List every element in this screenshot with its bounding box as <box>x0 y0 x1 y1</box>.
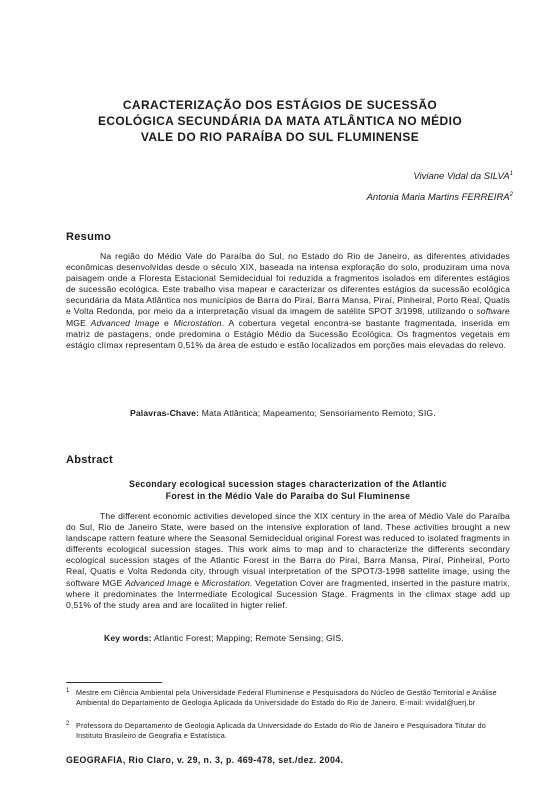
journal-citation: GEOGRAFIA, Rio Claro, v. 29, n. 3, p. 469-478, set./dez. 2004. <box>66 755 344 765</box>
abstract-subtitle: Secondary ecological sucession stages characterization of the Atlantic Forest in the Médio Vale do Paraíba do Sul Fluminense <box>129 479 447 501</box>
abstract-body: The different economic activities developed since the XIX century in the area of Médio Vale do Paraíba do Sul, Rio de Janeiro State, were based on the intensive exploration of land. These activities brought a new landscape rattern feature where the Seasonal Semidecidual original Forest was reduced to isolated fragments in differents ecological sucession stages. This work aims to map and to characterize the differents secondary ecological sucession stages of the Atlantic Forest in the Barra do Piraí, Barra Mansa, Piraí, Pinheiral, Porto Real, Quatis e Volta Redonda city, through visual interpretation of the SPOT/3-1998 sattelite image, using the software MGE Advanced Image e Microstation. Vegetation Cover are fragmented, inserted in the pasture matrix, where it predominates the Intermediate Ecological Sucession Stage. Fragments in the climax stage add up 0,51% of the study area and are localited in higter relief. <box>66 511 510 610</box>
abstract-heading: Abstract <box>66 454 114 466</box>
footnote-rule <box>66 682 162 683</box>
palavras-chave: Palavras-Chave: Mata Atlântica; Mapeamento; Sensoriamento Remoto; SIG. <box>130 408 436 418</box>
author-2: Antonia Maria Martins FERREIRA$^2$ <box>366 192 513 204</box>
footnote-1: 1 Mestre em Ciência Ambiental pela Universidade Federal Fluminense e Pesquisadora do Núcleo de Gestão Territorial e Análise Ambiental do Departamento de Geologia Aplicada da Universidade do Estado do Rio de Janeiro. E-mail: vividal@uerj.br <box>66 688 497 707</box>
title-line: VALE DO RIO PARAÍBA DO SUL FLUMINENSE <box>140 130 420 144</box>
key-words: Key words: Atlantic Forest; Mapping; Remote Sensing; GIS. <box>104 633 344 643</box>
resumo-body: Na região do Médio Vale do Paraíba do Sul, no Estado do Rio de Janeiro, as diferentes atividades econômicas desenvolvidas desde o século XIX, baseada na intensa exploração do solo, produziram uma nova paisagem onde a Floresta Estacional Semidecidual foi reduzida a fragmentos isolados em diferentes estágios de sucessão ecológica. Este trabalho visa mapear e caracterizar os diferentes estágios da sucessão ecológica secundária da Mata Atlântica nos municípios de Barra do Piraí, Barra Mansa, Piraí, Pinheiral, Porto Real, Quatis e Volta Redonda, por meio da a interpretação visual da imagem de satélite SPOT 3/1998, utilizando o software MGE Advanced Image e Microstation. A cobertura vegetal encontra-se bastante fragmentada, inserida em matriz de pastagens, onde predomina o Estágio Médio da Sucessão Ecológica. Os fragmentos vegetais em estágio clímax representam 0,51% da área de estudo e estão localizados em porções mais elevadas do relevo. <box>66 251 510 350</box>
resumo-heading: Resumo <box>66 231 112 243</box>
title-line: ECOLÓGICA SECUNDÁRIA DA MATA ATLÂNTICA NO MÉDIO <box>97 114 463 128</box>
title-line: CARACTERIZAÇÃO DOS ESTÁGIOS DE SUCESSÃO <box>122 98 438 112</box>
paper-title <box>60 97 500 145</box>
author-1: Viviane Vidal da SILVA$^1$ <box>413 171 513 183</box>
author-list <box>367 165 513 207</box>
footnote-2: 2 Professora do Departamento de Geologia Aplicada da Universidade do Estado do Rio de Janeiro e Pesquisadora Titular do Instituto Brasileiro de Geografia e Estatística. <box>66 721 486 740</box>
